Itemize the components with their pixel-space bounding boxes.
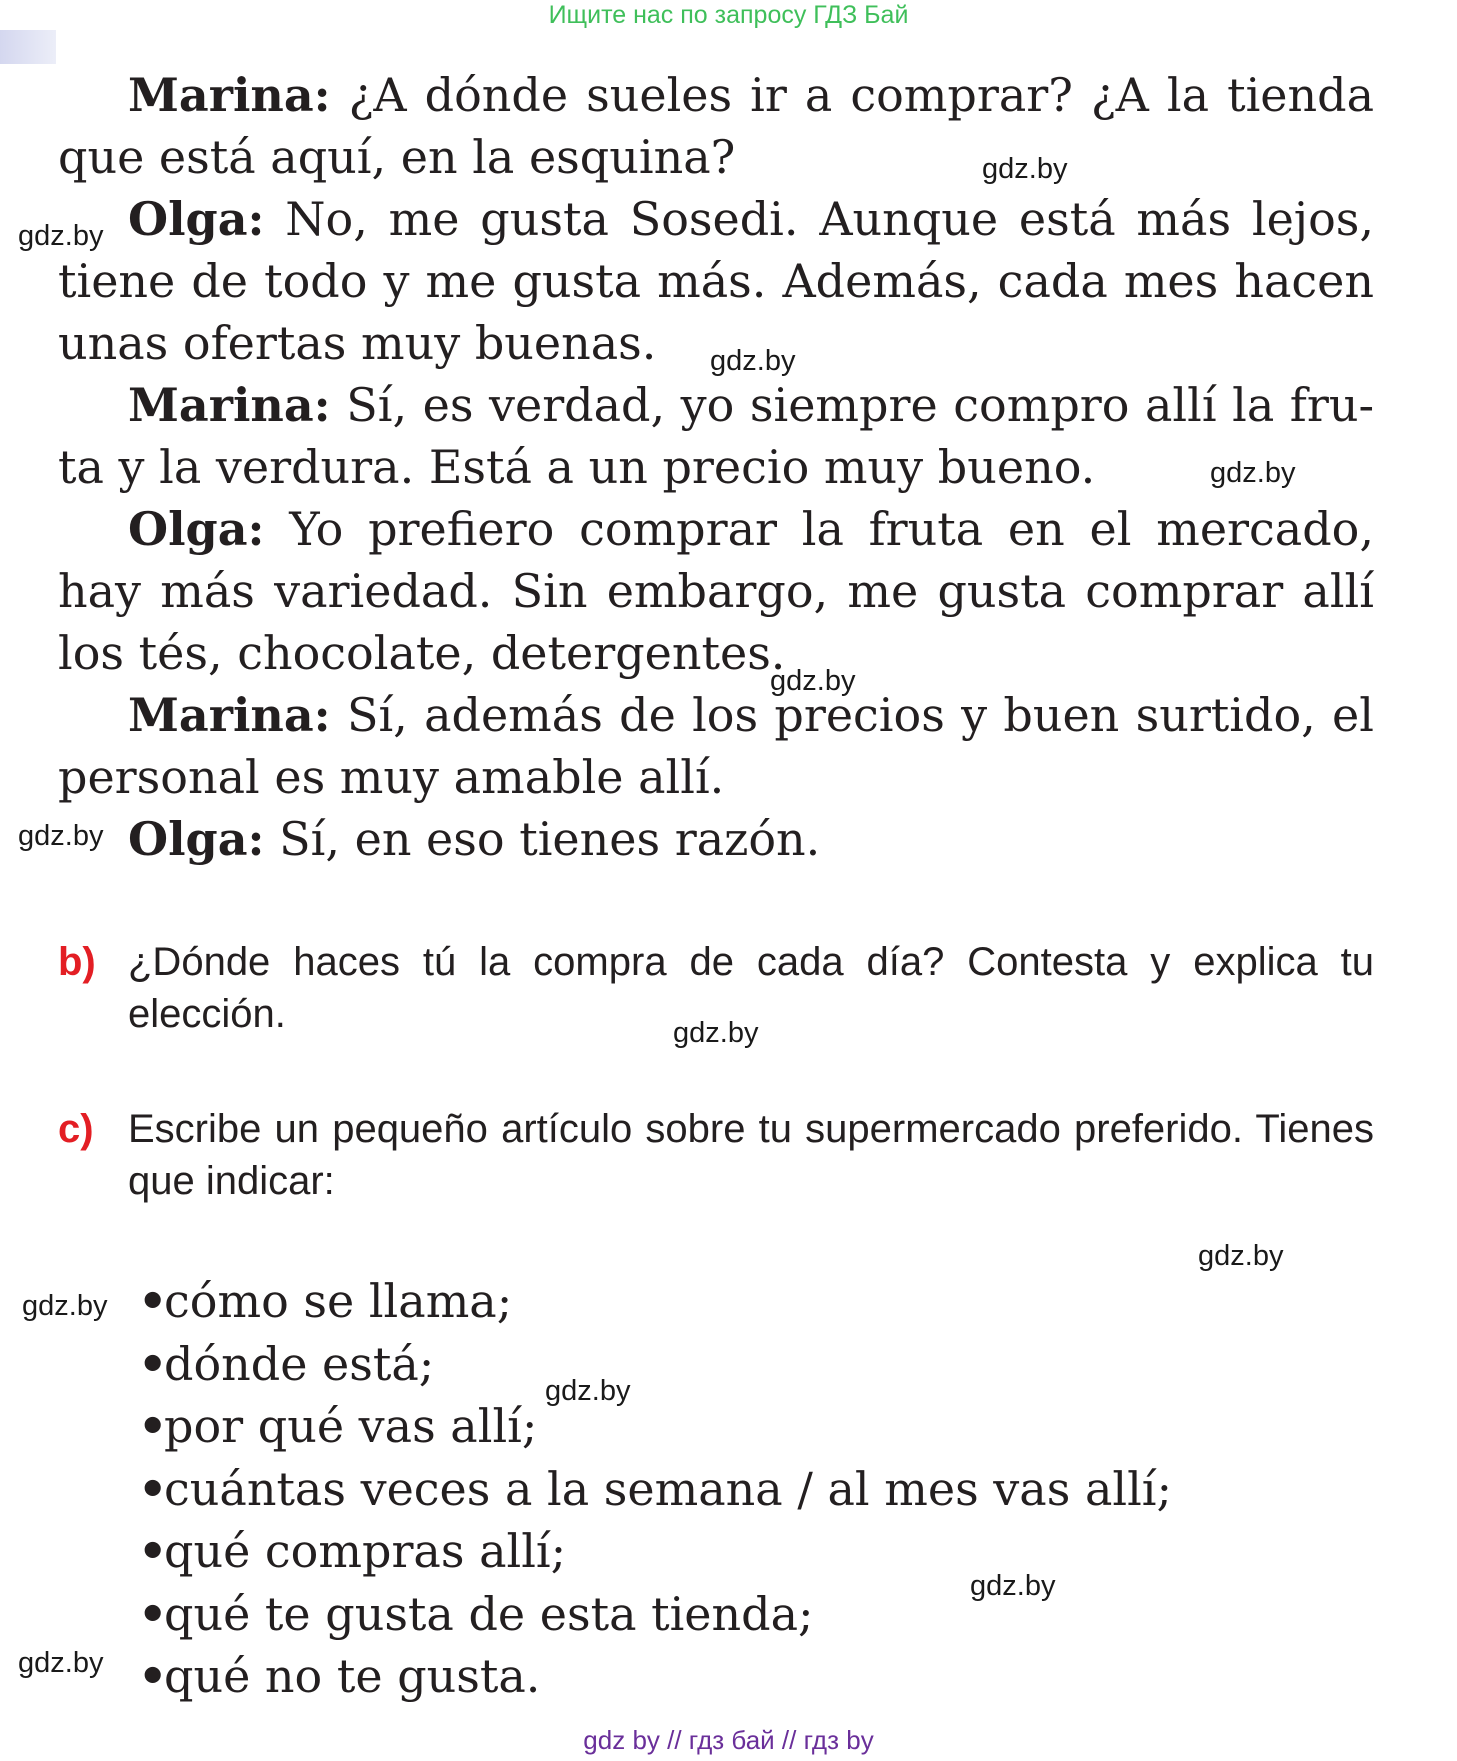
- watermark: gdz.by: [982, 153, 1068, 185]
- footer: gdz by // гдз бай // гдз by: [583, 1725, 874, 1755]
- watermark: gdz.by: [710, 345, 796, 377]
- speaker-name: Marina:: [128, 378, 331, 432]
- task-c: [58, 1103, 1374, 1207]
- bullet-dot: •: [138, 1461, 168, 1516]
- dialogue-line: [58, 64, 1374, 188]
- bullet-dot: •: [138, 1524, 168, 1578]
- watermark: gdz.by: [1210, 457, 1296, 489]
- watermark: gdz.by: [18, 1647, 104, 1679]
- dialogue-text: ¿A dónde sueles ir a comprar? ¿A la tienda que está aquí, en la esquina?: [58, 68, 1374, 184]
- bullet-dot: •: [138, 1274, 168, 1328]
- list-item: [138, 1333, 1172, 1396]
- bullet-list: [138, 1270, 1172, 1708]
- top-banner: Ищите нас по запросу ГДЗ Бай: [548, 1, 909, 29]
- dialogue-line: [58, 498, 1374, 684]
- bullet-dot: •: [138, 1399, 168, 1453]
- dialogue-text: Sí, en eso tienes razón.: [264, 812, 821, 866]
- bullet-dot: •: [138, 1336, 168, 1391]
- dialogue-text: Sí, es verdad, yo siempre compro allí la fruta y la verdura. Está a un precio muy bueno.: [58, 378, 1374, 494]
- speaker-name: Marina:: [128, 68, 331, 122]
- list-item: [138, 1270, 1172, 1333]
- dialogue-text: No, me gusta Sosedi. Aunque está más lejos, tiene de todo y me gusta más. Además, cada mes hacen unas ofertas muy buenas.: [58, 192, 1374, 370]
- dialogue-line: [58, 374, 1374, 498]
- watermark: gdz.by: [1198, 1240, 1284, 1272]
- task-letter: b): [58, 940, 96, 984]
- dialogue-line: [58, 808, 1374, 870]
- list-item-text: qué no te gusta.: [164, 1649, 541, 1703]
- list-item-text: cómo se llama;: [164, 1274, 513, 1328]
- list-item: [138, 1645, 1172, 1708]
- task-letter: c): [58, 1107, 94, 1151]
- list-item-text: qué compras allí;: [164, 1524, 567, 1578]
- task-text: ¿Dónde haces tú la compra de cada día? Contesta y explica tu elección.: [128, 940, 1374, 1036]
- bullet-dot: •: [138, 1649, 168, 1703]
- dialogue-text: Yo prefiero comprar la fruta en el mercado, hay más variedad. Sin embargo, me gusta comprar allí los tés, chocolate, detergentes.: [58, 502, 1374, 680]
- list-item: [138, 1395, 1172, 1458]
- list-item-text: qué te gusta de esta tienda;: [164, 1586, 814, 1641]
- task-text: Escribe un pequeño artículo sobre tu supermercado preferido. Tienes que indicar:: [128, 1107, 1374, 1203]
- speaker-name: Marina:: [128, 688, 331, 742]
- dialogue-text: Sí, además de los precios y buen surtido, el personal es muy amable allí.: [58, 688, 1374, 804]
- speaker-name: Olga:: [128, 502, 265, 556]
- watermark: gdz.by: [18, 220, 104, 252]
- list-item: [138, 1458, 1172, 1521]
- dialogue: [58, 64, 1374, 870]
- watermark: gdz.by: [18, 820, 104, 852]
- corner-tab: [0, 30, 56, 64]
- watermark: gdz.by: [770, 665, 856, 697]
- watermark: gdz.by: [673, 1017, 759, 1049]
- speaker-name: Olga:: [128, 192, 265, 246]
- bullet-dot: •: [138, 1586, 168, 1641]
- watermark: gdz.by: [22, 1290, 108, 1322]
- list-item-text: dónde está;: [164, 1336, 435, 1391]
- list-item-text: por qué vas allí;: [164, 1399, 538, 1453]
- speaker-name: Olga:: [128, 812, 265, 866]
- watermark: gdz.by: [970, 1570, 1056, 1602]
- dialogue-line: [58, 684, 1374, 808]
- list-item-text: cuántas veces a la semana / al mes vas allí;: [164, 1461, 1173, 1516]
- watermark: gdz.by: [545, 1375, 631, 1407]
